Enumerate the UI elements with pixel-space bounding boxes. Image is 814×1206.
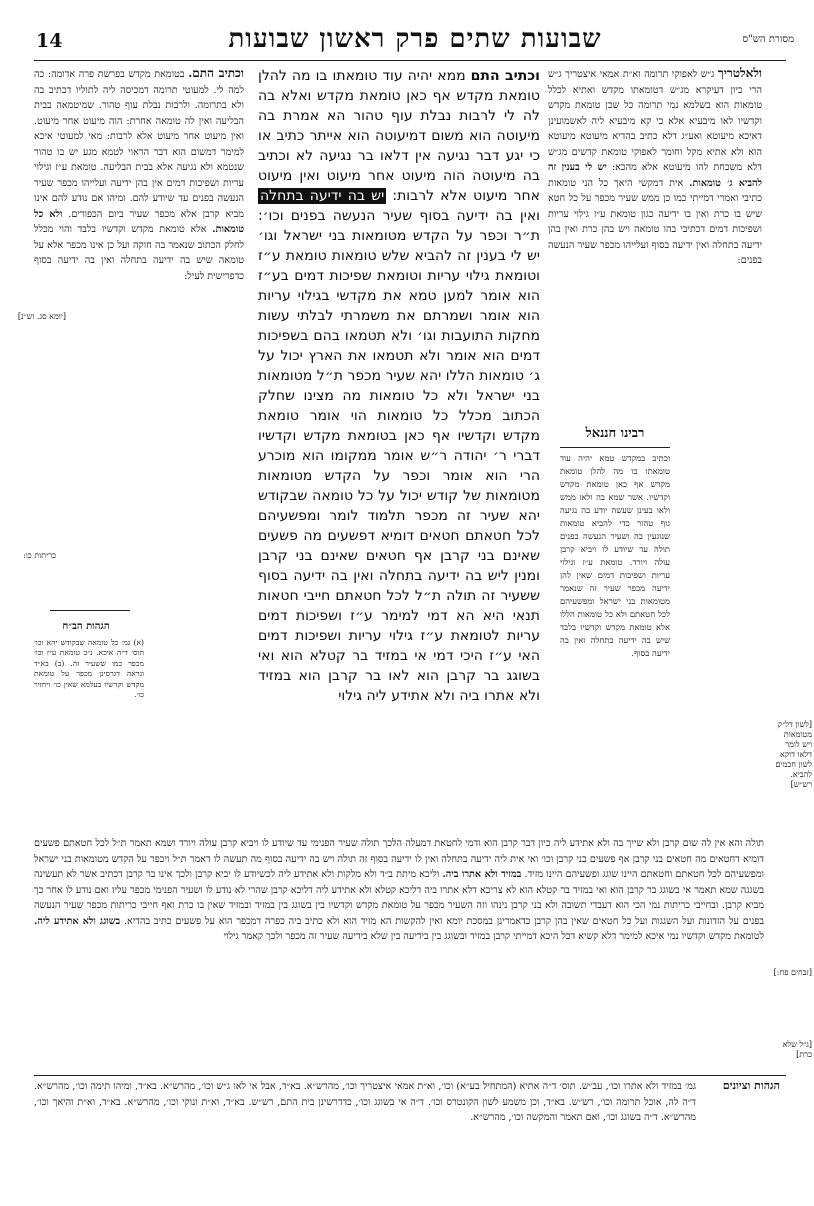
footer-rule: [34, 1075, 786, 1076]
masoret-label: מסורת הש"ס: [742, 34, 794, 45]
rashi-text: ג״ש לאפוקי תרומה וא״ת אמאי איצטריך ג״ש הרי כיון דעיקרא מג״ש דטומאתו מקדש ואתיא לכלל טומאות הוא בשלמא נמי תרומה כל שכן טומאת מקדש וקדשיו לאו מיבעיא אלא כי קא מיבעיא ליה לאשמועינן דאיכא מיעוטא ואע״ג דלא כתיב בהדיא מיעוטא מיעוטא הוא ולא אתיא מקל וחומר לאפוקי טומאת קדשים מג״ש דלא משכחת להו מיעוטא אלא מהכא:: [548, 69, 762, 173]
hagahot-habach-title: הגהות הב״ח: [62, 621, 110, 632]
gemara-text-2: ואין בה ידיעה בסוף שעיר הנעשה בפנים וכו׳: ת״ר וכפר על הקדש מטומאות בני ישראל וגו׳ יש לי בענין זה להביא שלש טומאות טומאת ע״ז וטומאת גילוי עריות וטומאת שפיכות דמים בע״ז הוא אומר למען טמא את מקדשי בגילוי עריות הוא אומר ושמרתם את משמרתי לבלתי עשות מחקות התועבות וגו׳ ולא תטמאו בהם בשפיכות דמים הוא אומר ולא תטמאו את הארץ יכול על ג׳ טומאות הללו יהא שעיר מכפר ת״ל מטומאות בני ישראל ולא כל טומאות מה מצינו שחלק הכתוב מכלל כל טומאות הוי אומר טומאת מקדש וקדשיו אף כאן בטומאת מקדש וקדשיו דברי ר׳ יהודה ר״ש אומר ממקומו הוא מוכרע הרי הוא אומר וכפר על הקדש מטומאות מטומאות של קודש יכול על כל טומאה שבקודש יהא שעיר זה מכפר תלמוד לומר ומפשעיהם לכל חטאתם חטאים דומיא דפשעים מה פשעים שאינם בני קרבן אף חטאים שאינם בני קרבן ומנין ליש בה ידיעה בתחלה ואין בה ידיעה בסוף ששעיר זה תולה ת״ל לכל חטאתם חייבי חטאות תנאי היא הא דמי למימר ע״ז ושפיכות דמים עריות לטומאת ע״ז גילוי עריות ושפיכות דמים האי ע״ז היכי דמי אי במזיד בר קטלא הוא ואי בשוגג בר קרבן הוא לאו בר קרבן הוא במזיד ולא אתרו ביה ולא אתידע ליה גילוי: [258, 208, 540, 704]
bottom-paragraph: [34, 836, 764, 945]
bottom-commentary: [34, 836, 764, 1061]
page-title: שבועות שתים פרק ראשון שבועות: [228, 24, 602, 54]
bottom-text-2: וליכא מיתת ב״ד ולא מלקות ולא אתידע ליה לכשיודע לו יביא קרבן ולכך אינו בר קרבן דכתיב אשר לא תעשינה בשגגה שמא תאמר אי בשוגג בר קרבן הוא ואי במזיד בר קטלא הוא לא צריכא דלא אתרו ביה דליכא קטלא ולא אתידע ליה דליכא קרבן שהרי לא נודע לו ושעיר הפנימי מכפר עליו ואם נודע לו אחר כך מביא קרבן. ובחייבי כריתות נמי הכי הוא דעבדי תשובה ולא בני קרבן נינהו וזה השעיר מכפר על טומאת מקדש וקדשיו בין בשוגג בין במזיד ובמזיד שאין בו כרת ואף חייבי כריתות מכפר שעיר הנעשה בפנים על הזדונות ועל השגגות ועל כל חטאים שאין בהן קרבן כדאמרינן במסכת יומא ואין להקשות הא מזיד הוא ולא כתיב ביה כפרה דמכפר הוא על פשעים כתיב בהדיא.: [34, 869, 764, 927]
rabbeinu-rule: [560, 447, 670, 448]
tosafot-text-2: אלא טומאת מקדש וקדשיו בלבד והוי מכלל לחלק הכתוב שנאמר בה חוקה ועל כן אינו מכפר אלא על טומאה שיש בה ידיעה בתחלה ואין בה ידיעה בסוף כדפרישית לעיל:: [34, 224, 244, 282]
ornament-divider: [50, 610, 130, 611]
gemara-text: ממא יהיה עוד טומאתו בו מה להלן טומאת מקדש אף כאן טומאת מקדש ואלא בה לה לי לרבות נבלת עוף טהור הא אמרת בה מיעוטה הוא משום דמיעוטה הוא אייתר כתיב או כי יגע דבר נגיעה אין דלאו בר נגיעה לא וכתיב בה מיעוטה הוה מיעוט אחר מיעוט ואין מיעוט אחר מיעוט אלא לרבות:: [258, 68, 540, 204]
hagahot-habach-text: (א) גמ׳ כל טומאה שבקודש יהא וכו׳ תוס׳ ד״ה איכא. נ״ב טומאת ע״ז וכו׳ מכפר כמו ששעיר זה. (ב) בא״ד ונראה דגרסינן מכפר על טומאת מקדש וקדשיו בעלמא שאין כו׳ ויחזיר כו׳.: [34, 638, 144, 700]
bottom-side-note: [זבחים פח:]: [773, 968, 812, 977]
gemara-lead-word: וכתיב התם: [470, 68, 540, 84]
footer-notes: גמ׳ במזיד ולא אתרו וכו׳, עב״ש. תוס׳ ד״ה אתיא (המתחיל בע״א) וכו׳, וא״ת אמאי איצטריך וכו׳, מהרש״א. בא״ד, אבל אי לאו ג״ש וכו׳, מהרש״א. בא״ד, ומיהו תימה וכו׳, מהרש״א. ד״ה לה, אוכל תרומה וכו׳, רש״ש. בא״ד, וכן משמע לשון הקונטרס וכו׳. ד״ה אי בשוגג וכו׳, כדדרשינן בית התם, רש״ש. בא״ד, וא״ת ונוקי וכו׳, מהרש״א. בא״ד, וא״ת והיאך וכו׳, מהרש״א. ד״ה בשוגג וכו׳, ואם תאמר והמקשה וכו׳, מהרש״א.: [34, 1081, 696, 1123]
bottom-keyword-2: בשוגג ולא אתידע ליה.: [34, 915, 121, 927]
tosafot-paragraph: [34, 66, 244, 284]
tosafot-text: בטומאת מקדש בפרשת פרה אדומה: כה למה לי. למעוטי תרומה דמכיסה ליה לתוליו דכתיב בה ולא בתרומה. ולרבות נבלת עוף טהור. שמיטמאה בבית הבליעה ואין לה טומאה אחרת: הוה מיעוט אחר מיעוט. ואין מיעוט אחר מיעוט אלא לרבות: מאי למעוטי איכא למימר דמשום הוא דבר הראוי לטמא מגע יש בו טהור שנטמא ולא נגיעה אלא בבית הבליעה. טומאת ע״ז וגילוי עריות ושפיכות דמים אין בהן ידיעה ועלייהו מכפר שעיר הנעשה בפנים עד שיודע להם. ומיהו אם נודע להם אינו מביא קרבן אלא מכפר שעיר ביום הכפורים.: [34, 69, 244, 220]
gemara-paragraph: [258, 66, 540, 706]
bottom-keyword: במזיד ולא אתרו ביה.: [442, 869, 522, 880]
tosafot-lead-word: וכתיב התם.: [188, 66, 244, 80]
rashi-lead-word: ולאלטריך: [717, 66, 762, 80]
rabbeinu-chananel-title: רבינו חננאל: [585, 426, 645, 441]
tosafot-keyword: ולא כל טומאות.: [34, 208, 244, 235]
gemara-highlighted-phrase: יש בה ידיעה בתחלה: [260, 188, 385, 204]
rashi-paragraph: [548, 66, 762, 269]
rashi-keyword: יש לי בענין זה להביא ג׳ טומאות.: [548, 162, 762, 189]
tosafot-side-note: [יומא סג. וש״נ]: [17, 312, 66, 321]
header-rule: [34, 60, 786, 61]
page-number: 14: [36, 30, 63, 52]
footer-title: הגהות וציונים: [722, 1079, 780, 1092]
rabbeinu-chananel-text: וכתיב במקדש טמא יהיה עוד טומאתו בו מה להלן טומאת מקדש אף כאן טומאת מקדש וקדשיו. אשר שמא בה ולאו ממש ולאו בעינן שעשה יודע בה נגיעה גוף טהור כדי להביא טומאות שנוגעין בה ושעיר הנעשה בפנים תולה עד שיודע לו ויביא קרבן עולה ויורד. טומאת ע״ז וגילוי עריות ושפיכות דמים שאין להן ידיעה מכפר שעיר זה שנאמר מטומאות בני ישראל ומפשעיהם לכל חטאתם ולא כל טומאות הללו אלא טומאת מקדש וקדשיו בלבד שיש בה ידיעה בתחלה ואין בה ידיעה בסוף.: [560, 453, 670, 658]
bottom-text-3: לטומאת מקדש וקדשיו נמי איכא למימר דלא קשיא דכל היכא דמייתי קרבן במזיד ובשוגג בין בידיעה בין שלא בידיעה שעיר זה מכפר ולכך קאמר גילוי: [223, 931, 764, 942]
gemara-column: [258, 66, 540, 841]
rashi-text-2: אית דמקשי היאך כל הני טומאות כתיבי ואמרי דמייתי כמו כן ממש שעיר מכפר על כל חטא שיש בו כרת ואין בו ידיעה כגון טומאת ע״ז גילוי עריות ושפיכות דמים דכתיבי בהו טומאה ויש בהן כרת ואין בהן ידיעה בתחלה ואין ידיעה בסוף ועלייהו מכפר שעיר הנעשה בפנים:: [548, 177, 762, 266]
tosafot-side-note-2: כריתות כו:: [23, 551, 56, 560]
bottom-side-note-2: [ג״ל שלא כרת]: [782, 1040, 812, 1059]
rashi-side-note: [לשון דל״ק מטומאות ויש לומר דלאו דוקא לשון חכמים להביא. רש״ש]: [775, 720, 812, 789]
bottom-text: תולה והא אין לה שום קרבן ולא שייך בה ולא אתידע ליה כיון דבר קרבן הוא ודמי לחטאת דמעלה הלכך תולה שעיר הפנימי עד שיודע לו ויביא קרבן עולה ויורד ושמא תאמר ת״ל לכל חטאתם פשעים דומיא דחטאים מה חטאים בני קרבן אף פשעים בני קרבן וכו׳ ואי אית ליה ידיעה בתחלה ואין לו ידיעה בסוף זה תולה ויש בה ידיעה בסוף מה תעשה לו דאמר ת״ל ויכפר על הקדש מטומאות בני ישראל ומפשעיהם לכל חטאתם וחטאתם היינו שוגג ופשעיהם היינו מזיד.: [34, 838, 764, 880]
